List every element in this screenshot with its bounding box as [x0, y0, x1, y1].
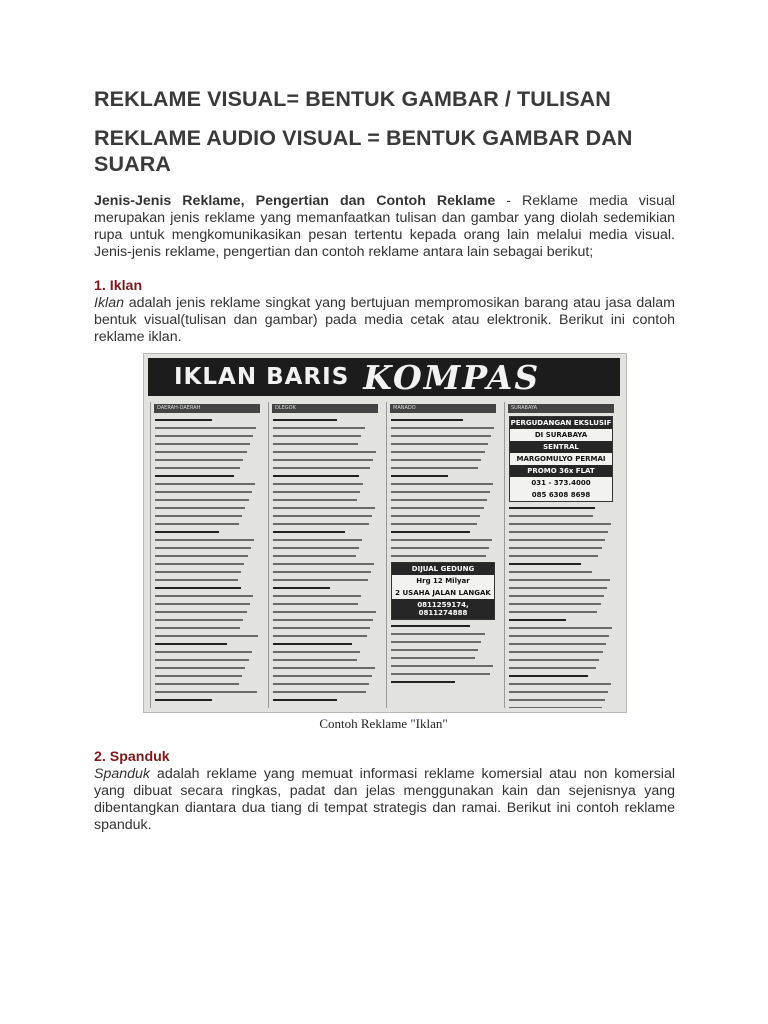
- classified-text-line: [155, 632, 259, 640]
- classified-text-line: [273, 440, 377, 448]
- ad-box-line: DI SURABAYA: [534, 431, 588, 439]
- classified-text-line: [155, 472, 259, 480]
- classified-text-line: [273, 536, 377, 544]
- classified-text-block: [269, 416, 381, 704]
- classified-text-line: [273, 424, 377, 432]
- classified-text-line: [155, 688, 259, 696]
- classified-text-line: [509, 512, 613, 520]
- classified-text-line: [155, 424, 259, 432]
- ad-box-line: DIJUAL GEDUNG: [392, 563, 494, 575]
- classified-text-line: [273, 528, 377, 536]
- classified-text-line: [273, 616, 377, 624]
- classified-text-line: [155, 488, 259, 496]
- classified-text-line: [509, 672, 613, 680]
- ad-box-line: SENTRAL: [510, 441, 612, 453]
- classified-text-line: [155, 560, 259, 568]
- classified-text-line: [155, 504, 259, 512]
- classified-text-line: [155, 608, 259, 616]
- body-spanduk: adalah reklame yang memuat informasi reklame komersial atau non komersial yang dibuat secara ringkas, padat dan jelas menggunakan kain dan sejenisnya yang dibentangkan diantara dua tiang di tempat strategis dan ramai. Berikut ini contoh reklame spanduk.: [94, 766, 675, 833]
- classified-text-line: [155, 616, 259, 624]
- classified-text-line: [273, 608, 377, 616]
- classified-text-line: [391, 528, 495, 536]
- body-iklan: adalah jenis reklame singkat yang bertujuan mempromosikan barang atau jasa dalam bentuk visual(tulisan dan gambar) pada media cetak atau elektronik. Berikut ini contoh reklame iklan.: [94, 295, 675, 345]
- classified-text-line: [273, 568, 377, 576]
- classified-text-line: [273, 656, 377, 664]
- classified-text-line: [391, 646, 495, 654]
- classified-text-line: [155, 456, 259, 464]
- ad-box-line: PROMO 36x FLAT: [510, 465, 612, 477]
- classified-text-line: [155, 680, 259, 688]
- classified-text-line: [391, 678, 495, 686]
- classified-text-line: [273, 600, 377, 608]
- classified-text-line: [391, 424, 495, 432]
- classified-text-block: [151, 416, 263, 704]
- classified-text-line: [391, 638, 495, 646]
- classified-text-line: [509, 664, 613, 672]
- classified-text-line: [509, 584, 613, 592]
- heading-reklame-visual: REKLAME VISUAL= BENTUK GAMBAR / TULISAN: [94, 87, 611, 111]
- classified-text-block: [387, 416, 499, 560]
- classified-text-line: [273, 464, 377, 472]
- ad-box-pergudangan: [509, 416, 613, 502]
- masthead-iklan-baris: IKLAN BARIS: [174, 364, 350, 390]
- classified-text-line: [273, 648, 377, 656]
- classified-text-line: [155, 480, 259, 488]
- classified-text-line: [155, 584, 259, 592]
- classified-text-line: [391, 448, 495, 456]
- classified-text-line: [509, 560, 613, 568]
- classified-text-line: [391, 512, 495, 520]
- classified-text-line: [273, 432, 377, 440]
- classified-text-line: [509, 552, 613, 560]
- classified-text-line: [509, 520, 613, 528]
- classified-text-line: [391, 456, 495, 464]
- classified-text-line: [509, 704, 613, 708]
- classified-text-line: [273, 416, 377, 424]
- classified-text-line: [509, 528, 613, 536]
- classified-text-line: [273, 488, 377, 496]
- classified-text-line: [273, 456, 377, 464]
- classified-text-line: [273, 680, 377, 688]
- classified-text-line: [391, 544, 495, 552]
- classified-text-line: [155, 544, 259, 552]
- classified-text-line: [509, 656, 613, 664]
- classified-text-line: [273, 592, 377, 600]
- classified-text-line: [509, 600, 613, 608]
- classified-text-line: [509, 696, 613, 704]
- classified-text-line: [155, 448, 259, 456]
- classified-text-line: [155, 600, 259, 608]
- classified-text-line: [273, 480, 377, 488]
- classified-text-line: [509, 608, 613, 616]
- term-spanduk: Spanduk: [94, 766, 151, 782]
- article: [94, 86, 675, 834]
- classified-text-line: [509, 680, 613, 688]
- classified-text-line: [391, 464, 495, 472]
- ad-box-line: 0811259174, 0811274888: [392, 599, 494, 619]
- classified-text-line: [273, 448, 377, 456]
- classified-text-line: [273, 576, 377, 584]
- classified-text-line: [391, 480, 495, 488]
- newspaper-image: [143, 353, 627, 713]
- classified-text-line: [273, 544, 377, 552]
- classified-text-line: [155, 696, 259, 704]
- term-iklan: Iklan: [94, 295, 124, 311]
- column-head: SURABAYA: [508, 404, 614, 413]
- classified-text-line: [273, 560, 377, 568]
- intro-body: - Reklame media visual merupakan jenis reklame yang memanfaatkan tulisan dan gambar yang diolah sedemikian rupa untuk mengkomunikasikan pesan tertentu kepada orang lain melalui media visual. Jenis-jenis reklame, pengertian dan contoh reklame antara lain sebagai berikut;: [94, 193, 676, 260]
- classified-text-line: [155, 512, 259, 520]
- section-body-iklan: [94, 295, 675, 346]
- classified-text-line: [155, 416, 259, 424]
- classified-column: [150, 402, 263, 708]
- classified-text-line: [273, 496, 377, 504]
- classified-text-line: [155, 592, 259, 600]
- column-head: DLEGOK: [272, 404, 378, 413]
- classified-text-line: [155, 552, 259, 560]
- classified-text-line: [509, 504, 613, 512]
- classified-text-line: [509, 640, 613, 648]
- section-body-spanduk: [94, 766, 675, 834]
- classified-text-line: [155, 672, 259, 680]
- figure-caption: Contoh Reklame "Iklan": [319, 716, 448, 731]
- classified-text-line: [509, 568, 613, 576]
- newspaper-masthead: [148, 358, 620, 396]
- classified-text-line: [509, 544, 613, 552]
- classified-text-line: [509, 688, 613, 696]
- classified-text-line: [155, 464, 259, 472]
- classified-text-line: [155, 624, 259, 632]
- ad-box-line: 085 6308 8698: [531, 491, 591, 499]
- classified-text-line: [273, 640, 377, 648]
- classified-text-line: [391, 440, 495, 448]
- classified-text-line: [155, 440, 259, 448]
- classified-text-line: [509, 576, 613, 584]
- classified-text-line: [391, 536, 495, 544]
- classified-text-line: [391, 488, 495, 496]
- section-heading-iklan: 1. Iklan: [94, 278, 143, 294]
- classified-text-line: [391, 662, 495, 670]
- classified-text-block: [387, 622, 499, 686]
- column-head: DAERAH-DAERAH: [154, 404, 260, 413]
- masthead-kompas: KOMPAS: [363, 357, 541, 397]
- classified-text-line: [391, 416, 495, 424]
- classified-text-line: [391, 496, 495, 504]
- figure-iklan-baris: [143, 353, 625, 732]
- classified-text-line: [273, 504, 377, 512]
- classified-text-line: [273, 664, 377, 672]
- classified-text-line: [273, 584, 377, 592]
- classified-text-line: [155, 432, 259, 440]
- classified-text-line: [509, 592, 613, 600]
- column-head: MANADO: [390, 404, 496, 413]
- classified-text-line: [155, 576, 259, 584]
- classified-text-line: [273, 672, 377, 680]
- classified-text-line: [273, 688, 377, 696]
- classified-text-line: [391, 670, 495, 678]
- classified-text-line: [391, 520, 495, 528]
- classified-text-line: [155, 496, 259, 504]
- classified-text-line: [391, 630, 495, 638]
- classified-text-line: [273, 520, 377, 528]
- section-heading-spanduk: 2. Spanduk: [94, 749, 170, 765]
- classified-text-line: [155, 528, 259, 536]
- intro-paragraph: [94, 193, 675, 261]
- classified-text-block: [505, 504, 617, 708]
- classified-text-line: [391, 432, 495, 440]
- classified-text-line: [155, 520, 259, 528]
- classified-text-line: [155, 568, 259, 576]
- classified-text-line: [273, 512, 377, 520]
- intro-lead: Jenis-Jenis Reklame, Pengertian dan Contoh Reklame: [94, 193, 496, 209]
- classified-text-line: [273, 696, 377, 704]
- ad-box-line: Hrg 12 Milyar: [416, 577, 470, 585]
- ad-box-line: 2 USAHA JALAN LANGAK: [395, 589, 491, 597]
- classified-text-line: [391, 472, 495, 480]
- classified-text-line: [509, 616, 613, 624]
- classified-column: [504, 402, 617, 708]
- classified-text-line: [509, 632, 613, 640]
- classified-text-line: [155, 656, 259, 664]
- classified-text-line: [155, 640, 259, 648]
- ad-box-line: PERGUDANGAN EKSLUSIF: [510, 419, 612, 427]
- ad-box-line: 031 - 373.4000: [531, 479, 591, 487]
- classified-text-line: [273, 552, 377, 560]
- classified-columns: [150, 402, 620, 708]
- classified-column: [386, 402, 499, 708]
- classified-text-line: [155, 648, 259, 656]
- ad-box-dijual-gedung: [391, 562, 495, 620]
- classified-text-line: [509, 624, 613, 632]
- classified-text-line: [273, 632, 377, 640]
- classified-text-line: [155, 664, 259, 672]
- classified-text-line: [391, 504, 495, 512]
- classified-text-line: [391, 622, 495, 630]
- classified-text-line: [509, 536, 613, 544]
- classified-text-line: [509, 648, 613, 656]
- classified-text-line: [273, 624, 377, 632]
- classified-text-line: [273, 472, 377, 480]
- classified-text-line: [391, 552, 495, 560]
- classified-text-line: [391, 654, 495, 662]
- classified-text-line: [155, 536, 259, 544]
- classified-column: [268, 402, 381, 708]
- heading-reklame-audio-visual: REKLAME AUDIO VISUAL = BENTUK GAMBAR DAN SUARA: [94, 126, 633, 176]
- ad-box-line: MARGOMULYO PERMAI: [516, 455, 606, 463]
